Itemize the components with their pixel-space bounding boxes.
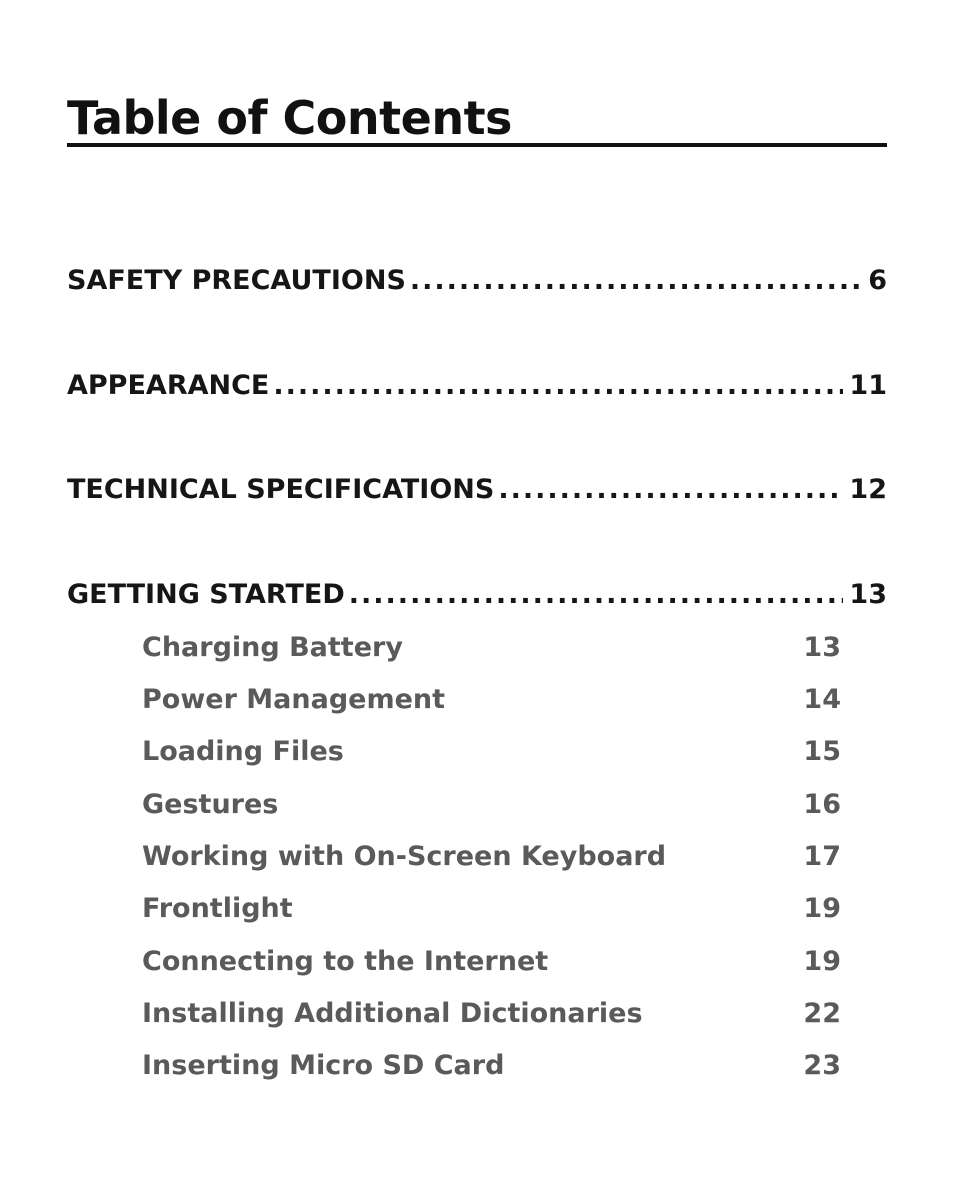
page-title: Table of Contents	[67, 91, 512, 145]
toc-subentry-page: 17	[803, 841, 841, 872]
toc-subentry-label: Connecting to the Internet	[142, 946, 549, 977]
toc-subentry-page: 19	[803, 893, 841, 924]
toc-subentry-frontlight[interactable]	[142, 891, 841, 927]
toc-subentry-installing-dictionaries[interactable]	[142, 996, 841, 1032]
toc-subentry-micro-sd-card[interactable]	[142, 1048, 841, 1084]
toc-subentry-page: 16	[803, 789, 841, 820]
toc-subentry-page: 15	[803, 736, 841, 767]
toc-subentry-power-management[interactable]	[142, 682, 841, 718]
toc-subentry-label: Charging Battery	[142, 632, 403, 663]
toc-subentry-label: Frontlight	[142, 893, 293, 924]
toc-subentry-label: Power Management	[142, 684, 446, 715]
toc-entry-page: 12	[849, 474, 887, 505]
toc-subentry-page: 22	[803, 998, 841, 1029]
toc-subentry-page: 14	[803, 684, 841, 715]
toc-subentry-label: Inserting Micro SD Card	[142, 1050, 505, 1081]
toc-subentry-page: 23	[803, 1050, 841, 1081]
table-of-contents	[67, 0, 887, 1185]
toc-subentry-charging-battery[interactable]	[142, 630, 841, 666]
toc-entry-label: TECHNICAL SPECIFICATIONS	[67, 474, 495, 505]
toc-subentry-page: 13	[803, 632, 841, 663]
toc-entry-label: APPEARANCE	[67, 370, 270, 401]
dot-leader	[498, 472, 843, 508]
dot-leader	[273, 368, 843, 404]
toc-subentry-page: 19	[803, 946, 841, 977]
toc-subentry-gestures[interactable]	[142, 787, 841, 823]
toc-entry-safety-precautions[interactable]	[67, 263, 887, 299]
toc-subentry-loading-files[interactable]	[142, 734, 841, 770]
toc-entry-getting-started[interactable]	[67, 577, 887, 613]
toc-entry-page: 13	[849, 579, 887, 610]
toc-entry-label: GETTING STARTED	[67, 579, 345, 610]
toc-subentry-label: Installing Additional Dictionaries	[142, 998, 643, 1029]
toc-entry-page: 11	[849, 370, 887, 401]
toc-entry-appearance[interactable]	[67, 368, 887, 404]
toc-subentry-on-screen-keyboard[interactable]	[142, 839, 841, 875]
toc-entry-technical-specifications[interactable]	[67, 472, 887, 508]
toc-entry-label: SAFETY PRECAUTIONS	[67, 265, 406, 296]
toc-subentry-connecting-internet[interactable]	[142, 944, 841, 980]
toc-entry-page: 6	[868, 265, 887, 296]
toc-subentry-label: Working with On-Screen Keyboard	[142, 841, 667, 872]
toc-subentry-label: Gestures	[142, 789, 279, 820]
toc-subentry-label: Loading Files	[142, 736, 344, 767]
dot-leader	[349, 577, 844, 613]
dot-leader	[410, 263, 862, 299]
